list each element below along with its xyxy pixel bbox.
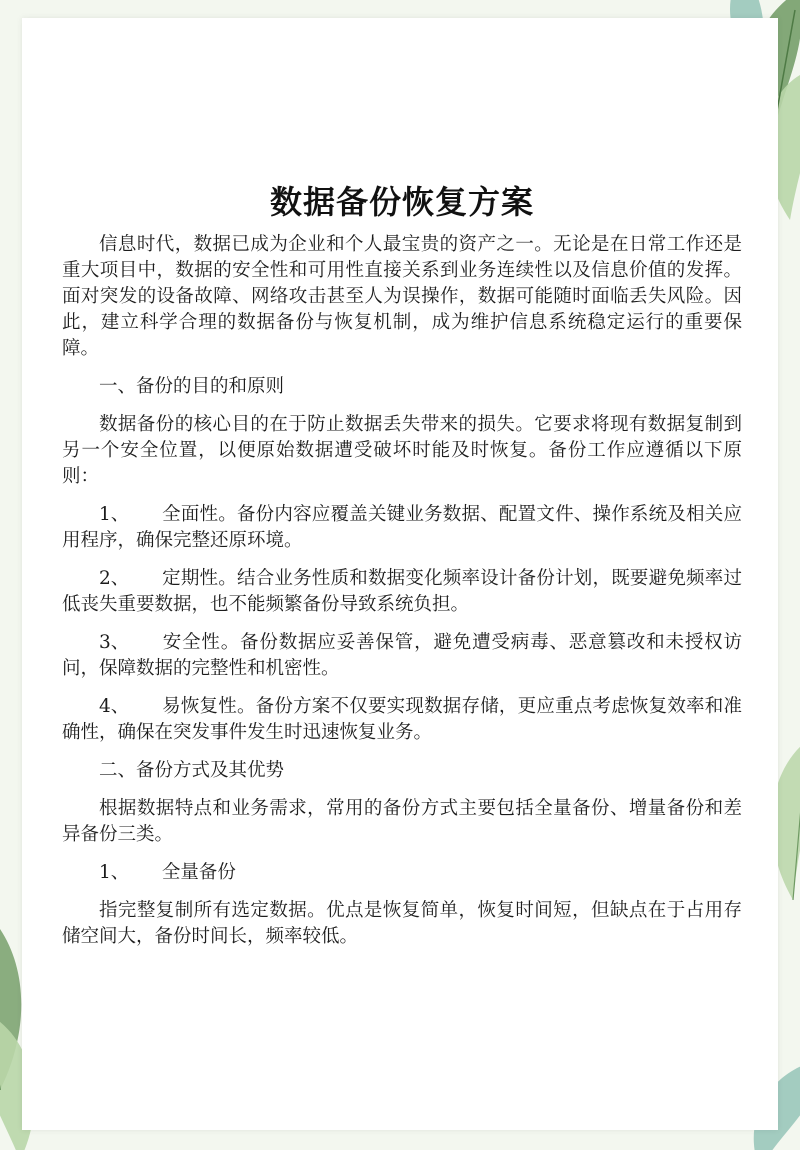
section1-body: 数据备份的核心目的在于防止数据丢失带来的损失。它要求将现有数据复制到另一个安全位置，以便原始数据遭受破坏时能及时恢复。备份工作应遵循以下原则： <box>62 414 742 487</box>
principle-item-text: 安全性。备份数据应妥善保管，避免遭受病毒、恶意篡改和未授权访问，保障数据的完整性和机密性。 <box>62 632 742 679</box>
full-backup-body: 指完整复制所有选定数据。优点是恢复简单，恢复时间短，但缺点在于占用存储空间大，备份时间长，频率较低。 <box>62 900 742 947</box>
subsection-heading-full-backup <box>62 860 742 886</box>
principle-item-4 <box>62 694 742 746</box>
document-title: 数据备份恢复方案 <box>269 183 534 221</box>
principle-item-1 <box>62 502 742 554</box>
subsection-title: 全量备份 <box>161 862 236 883</box>
subsection-number: 1、 <box>99 862 130 883</box>
principle-item-text: 定期性。结合业务性质和数据变化频率设计备份计划，既要避免频率过低丧失重要数据，也不能频繁备份导致系统负担。 <box>62 568 742 615</box>
principle-item-text: 全面性。备份内容应覆盖关键业务数据、配置文件、操作系统及相关应用程序，确保完整还原环境。 <box>62 504 742 551</box>
intro-paragraph: 信息时代，数据已成为企业和个人最宝贵的资产之一。无论是在日常工作还是重大项目中，数据的安全性和可用性直接关系到业务连续性以及信息价值的发挥。面对突发的设备故障、网络攻击甚至人为误操作，数据可能随时面临丢失风险。因此，建立科学合理的数据备份与恢复机制，成为维护信息系统稳定运行的重要保障。 <box>62 234 742 359</box>
principle-item-2 <box>62 566 742 618</box>
section2-heading: 二、备份方式及其优势 <box>99 760 285 781</box>
section2-body: 根据数据特点和业务需求，常用的备份方式主要包括全量备份、增量备份和差异备份三类。 <box>62 798 742 845</box>
principle-item-3 <box>62 630 742 682</box>
principle-item-number: 4、 <box>99 696 130 717</box>
principle-item-number: 2、 <box>99 568 130 589</box>
principle-item-number: 3、 <box>99 632 130 653</box>
principle-item-text: 易恢复性。备份方案不仅要实现数据存储，更应重点考虑恢复效率和准确性，确保在突发事件发生时迅速恢复业务。 <box>62 696 742 743</box>
section1-heading: 一、备份的目的和原则 <box>99 376 285 397</box>
document-content <box>62 180 742 962</box>
principle-item-number: 1、 <box>99 504 130 525</box>
